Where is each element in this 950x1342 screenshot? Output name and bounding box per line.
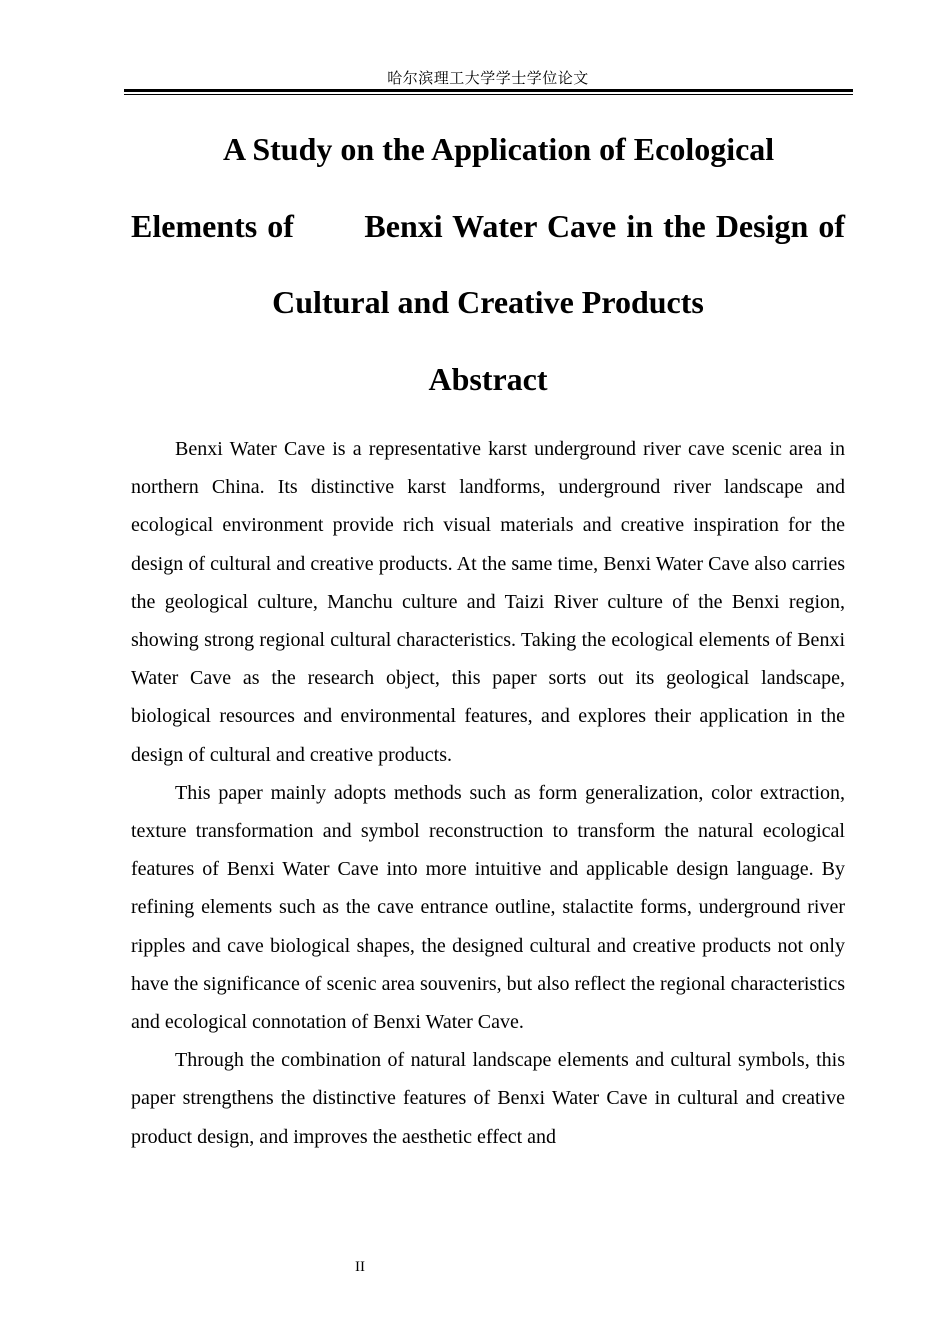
running-header: 哈尔滨理工大学学士学位论文 [387, 69, 589, 87]
title-line-1: A Study on the Application of Ecological [223, 131, 775, 167]
abstract-body [131, 430, 845, 1156]
abstract-paragraph-3: Through the combination of natural landscape elements and cultural symbols, this paper strengthens the distinctive features of Benxi Water Cave in cultural and creative product design, and improves the aesthetic effect and [131, 1049, 845, 1148]
title-line-3: Cultural and Creative Products [272, 284, 704, 320]
abstract-heading: Abstract [428, 361, 548, 397]
header-rule-thick [124, 89, 853, 92]
title-line-2: Elements of Benxi Water Cave in the Design of [131, 208, 845, 244]
header-rule-thin [124, 94, 853, 95]
abstract-paragraph-2: This paper mainly adopts methods such as form generalization, color extraction, texture transformation and symbol reconstruction to transform the natural ecological features of Benxi Water Cave into more intuitive and applicable design language. By refining elements such as the cave entrance outline, stalactite forms, underground river ripples and cave biological shapes, the designed cultural and creative products not only have the significance of scenic area souvenirs, but also reflect the regional characteristics and ecological connotation of Benxi Water Cave. [131, 781, 845, 1034]
page-number: II [355, 1259, 365, 1275]
abstract-paragraph-1: Benxi Water Cave is a representative karst underground river cave scenic area in northern China. Its distinctive karst landforms, underground river landscape and ecological environment provide rich visual materials and creative inspiration for the design of cultural and creative products. At the same time, Benxi Water Cave also carries the geological culture, Manchu culture and Taizi River culture of the Benxi region, showing strong regional cultural characteristics. Taking the ecological elements of Benxi Water Cave as the research object, this paper sorts out its geological landscape, biological resources and environmental features, and explores their application in the design of cultural and creative products. [131, 438, 845, 766]
